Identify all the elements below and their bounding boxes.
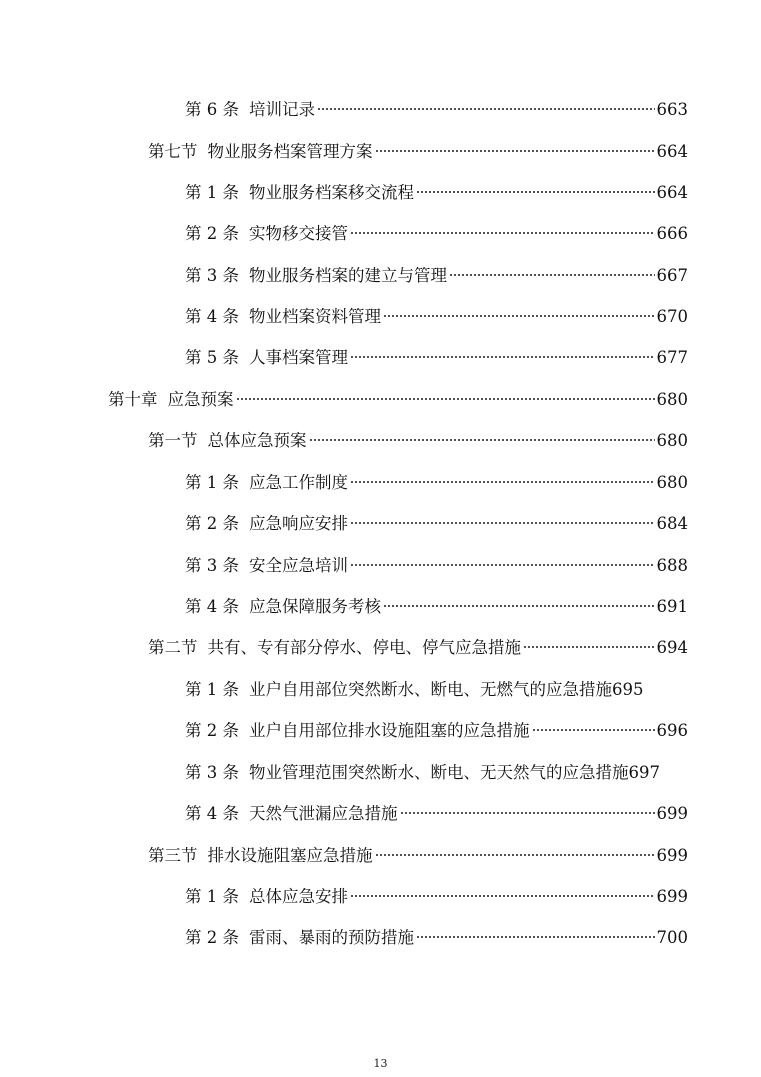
toc-entry[interactable] (185, 264, 688, 288)
toc-leader-dots (350, 355, 655, 359)
toc-entry-page: 670 (656, 307, 688, 326)
toc-entry-page: 680 (656, 431, 688, 450)
toc-entry-page: 699 (656, 846, 688, 865)
toc-entry-title: 共有、专有部分停水、停电、停气应急措施 (207, 638, 521, 657)
toc-entry[interactable] (108, 388, 688, 412)
toc-entry-label: 第 2 条 (185, 514, 239, 533)
toc-entry-page: 696 (656, 721, 688, 740)
toc-entry-label: 第二节 (148, 638, 198, 657)
toc-leader-dots (523, 645, 655, 649)
toc-entry-label: 第 4 条 (185, 597, 239, 616)
toc-entry-page: 677 (656, 348, 688, 367)
toc-entry[interactable] (185, 346, 688, 370)
toc-entry-page: 700 (656, 928, 688, 947)
toc-entry-title: 总体应急预案 (207, 431, 307, 450)
toc-leader-dots (416, 190, 655, 194)
toc-entry-page: 684 (656, 514, 688, 533)
toc-entry[interactable] (185, 512, 688, 536)
toc-entry-page: 667 (656, 266, 688, 285)
toc-entry-label: 第 3 条 (185, 266, 239, 285)
toc-entry[interactable] (185, 595, 688, 619)
toc-entry-label: 第七节 (148, 142, 198, 161)
toc-entry-label: 第 2 条 (185, 224, 239, 243)
toc-entry-label: 第 4 条 (185, 307, 239, 326)
toc-entry-label: 第 1 条 (185, 183, 239, 202)
toc-entry[interactable] (185, 761, 660, 785)
toc-entry-title: 物业服务档案管理方案 (207, 142, 373, 161)
toc-entry-label: 第 3 条 (185, 763, 239, 782)
toc-entry-page: 680 (656, 390, 688, 409)
toc-leader-dots (317, 107, 655, 111)
toc-entry-label: 第 5 条 (185, 348, 239, 367)
toc-entry-label: 第 4 条 (185, 804, 239, 823)
toc-leader-dots (383, 604, 655, 608)
toc-entry-page: 697 (628, 763, 660, 782)
toc-entry-label: 第 1 条 (185, 680, 239, 699)
toc-leader-dots (416, 935, 655, 939)
toc-entry-label: 第三节 (148, 846, 198, 865)
toc-entry[interactable] (185, 471, 688, 495)
toc-leader-dots (400, 811, 655, 815)
toc-entry[interactable] (148, 844, 688, 868)
toc-entry-page: 699 (656, 804, 688, 823)
toc-entry-page: 666 (656, 224, 688, 243)
toc-entry-label: 第 6 条 (185, 100, 239, 119)
toc-entry-title: 应急保障服务考核 (249, 597, 381, 616)
toc-entry-title: 应急响应安排 (249, 514, 348, 533)
toc-entry[interactable] (185, 222, 688, 246)
toc-entry-title: 培训记录 (249, 100, 315, 119)
toc-leader-dots (350, 894, 655, 898)
toc-entry[interactable] (185, 305, 688, 329)
toc-entry-title: 物业档案资料管理 (249, 307, 381, 326)
toc-entry[interactable] (185, 554, 688, 578)
toc-entry-title: 业户自用部位突然断水、断电、无燃气的应急措施 (249, 680, 612, 699)
toc-entry-label: 第 3 条 (185, 556, 239, 575)
toc-entry-page: 699 (656, 887, 688, 906)
toc-entry-page: 694 (656, 638, 688, 657)
toc-entry[interactable] (185, 719, 688, 743)
toc-leader-dots (449, 273, 655, 277)
toc-entry-title: 业户自用部位排水设施阻塞的应急措施 (249, 721, 530, 740)
toc-entry-title: 雷雨、暴雨的预防措施 (249, 928, 414, 947)
toc-entry-title: 安全应急培训 (249, 556, 348, 575)
toc-leader-dots (350, 231, 655, 235)
toc-entry-page: 664 (656, 142, 688, 161)
toc-entry-title: 物业服务档案移交流程 (249, 183, 414, 202)
toc-leader-dots (350, 521, 655, 525)
toc-entry[interactable] (185, 802, 688, 826)
toc-entry-page: 688 (656, 556, 688, 575)
toc-leader-dots (532, 728, 655, 732)
toc-entry[interactable] (148, 140, 688, 164)
toc-leader-dots (309, 438, 655, 442)
toc-entry[interactable] (185, 885, 688, 909)
toc-leader-dots (350, 563, 655, 567)
toc-entry[interactable] (185, 98, 688, 122)
toc-entry-title: 应急预案 (167, 390, 234, 409)
toc-leader-dots (350, 480, 655, 484)
toc-entry-label: 第一节 (148, 431, 198, 450)
toc-entry-label: 第十章 (108, 390, 158, 409)
toc-entry[interactable] (185, 678, 688, 702)
page-number: 13 (373, 1057, 388, 1070)
toc-entry-title: 总体应急安排 (249, 887, 348, 906)
toc-entry-label: 第 2 条 (185, 721, 239, 740)
toc-entry-page: 664 (656, 183, 688, 202)
toc-entry[interactable] (148, 636, 688, 660)
toc-entry-page: 680 (656, 473, 688, 492)
toc-entry-page: 691 (656, 597, 688, 616)
toc-entry-page: 695 (612, 680, 644, 699)
toc-entry-title: 人事档案管理 (249, 348, 348, 367)
toc-entry-title: 排水设施阻塞应急措施 (207, 846, 373, 865)
toc-leader-dots (383, 314, 655, 318)
toc-entry[interactable] (185, 926, 688, 950)
toc-entry-title: 应急工作制度 (249, 473, 348, 492)
toc-leader-dots (236, 397, 655, 401)
toc-entry-label: 第 1 条 (185, 473, 239, 492)
toc-entry-label: 第 1 条 (185, 887, 239, 906)
toc-entry[interactable] (148, 429, 688, 453)
toc-entry-title: 物业管理范围突然断水、断电、无天然气的应急措施 (249, 763, 629, 782)
toc-entry-title: 实物移交接管 (249, 224, 348, 243)
toc-entry[interactable] (185, 181, 688, 205)
toc-entry-title: 天然气泄漏应急措施 (249, 804, 398, 823)
toc-entry-label: 第 2 条 (185, 928, 239, 947)
toc-entry-title: 物业服务档案的建立与管理 (249, 266, 447, 285)
toc-entry-page: 663 (656, 100, 688, 119)
toc-leader-dots (375, 853, 655, 857)
toc-leader-dots (375, 149, 655, 153)
